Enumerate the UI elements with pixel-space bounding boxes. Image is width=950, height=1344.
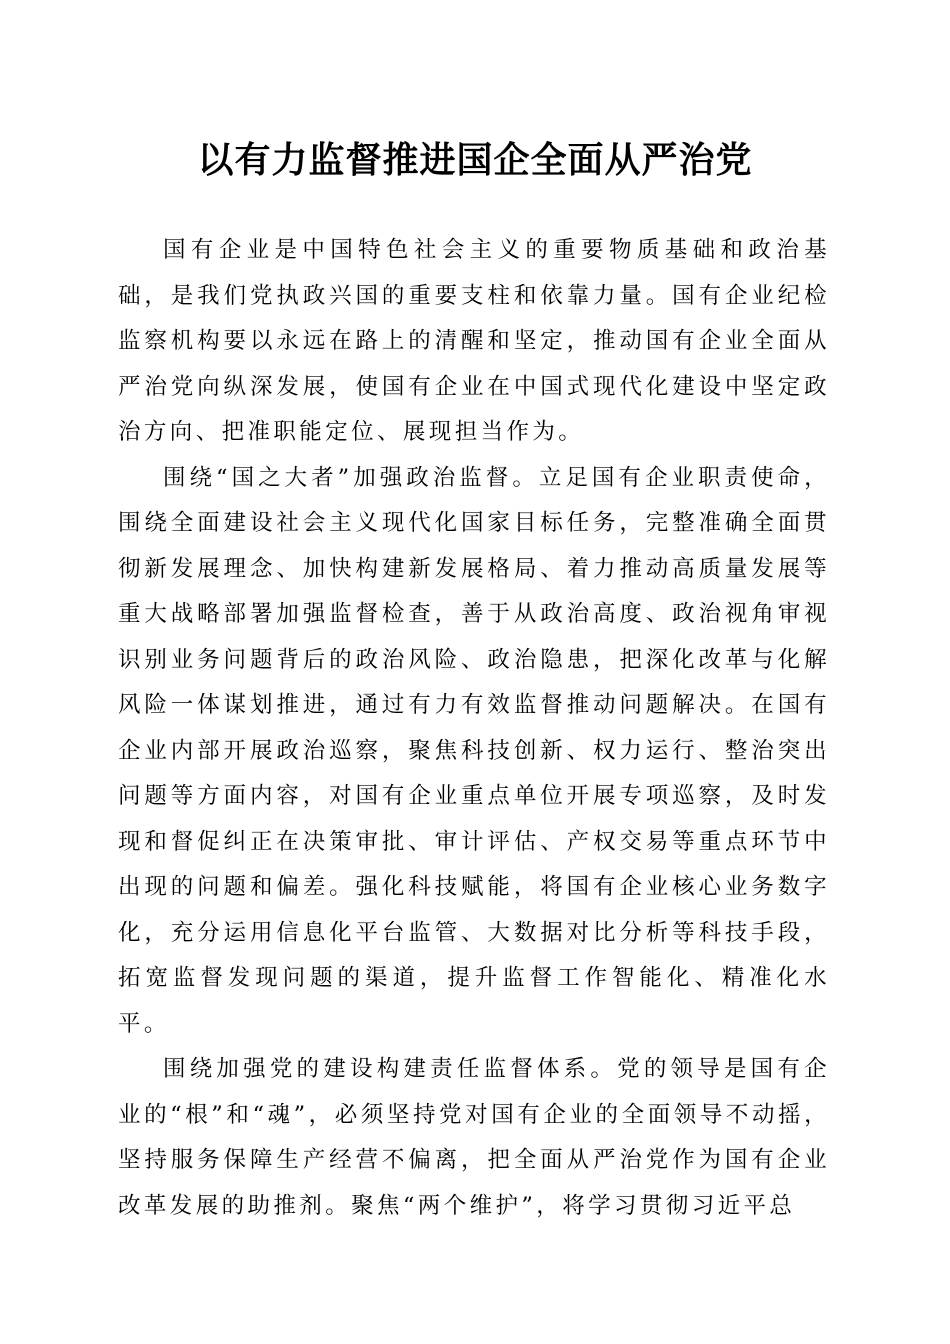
document-title: 以有力监督推进国企全面从严治党 [197,139,753,181]
paragraph-3: 围绕加强党的建设构建责任监督体系。党的领导是国有企业的“根”和“魂”，必须坚持党对国有企业的全面领导不动摇，坚持服务保障生产经营不偏离，把全面从严治党作为国有企业改革发展的助推剂。聚焦“两个维护”，将学习贯彻习近平总 [118,1056,830,1219]
paragraph-2: 围绕“国之大者”加强政治监督。立足国有企业职责使命，围绕全面建设社会主义现代化国家目标任务，完整准确全面贯彻新发展理念、加快构建新发展格局、着力推动高质量发展等重大战略部署加强监督检查，善于从政治高度、政治视角审视识别业务问题背后的政治风险、政治隐患，把深化改革与化解风险一体谋划推进，通过有力有效监督推动问题解决。在国有企业内部开展政治巡察，聚焦科技创新、权力运行、整治突出问题等方面内容，对国有企业重点单位开展专项巡察，及时发现和督促纠正在决策审批、审计评估、产权交易等重点环节中出现的问题和偏差。强化科技赋能，将国有企业核心业务数字化，充分运用信息化平台监管、大数据对比分析等科技手段，拓宽监督发现问题的渠道，提升监督工作智能化、精准化水平。 [118,464,830,1037]
document-body [118,228,830,1229]
paragraph-1: 国有企业是中国特色社会主义的重要物质基础和政治基础，是我们党执政兴国的重要支柱和依靠力量。国有企业纪检监察机构要以永远在路上的清醒和坚定，推动国有企业全面从严治党向纵深发展，使国有企业在中国式现代化建设中坚定政治方向、把准职能定位、展现担当作为。 [118,237,830,445]
